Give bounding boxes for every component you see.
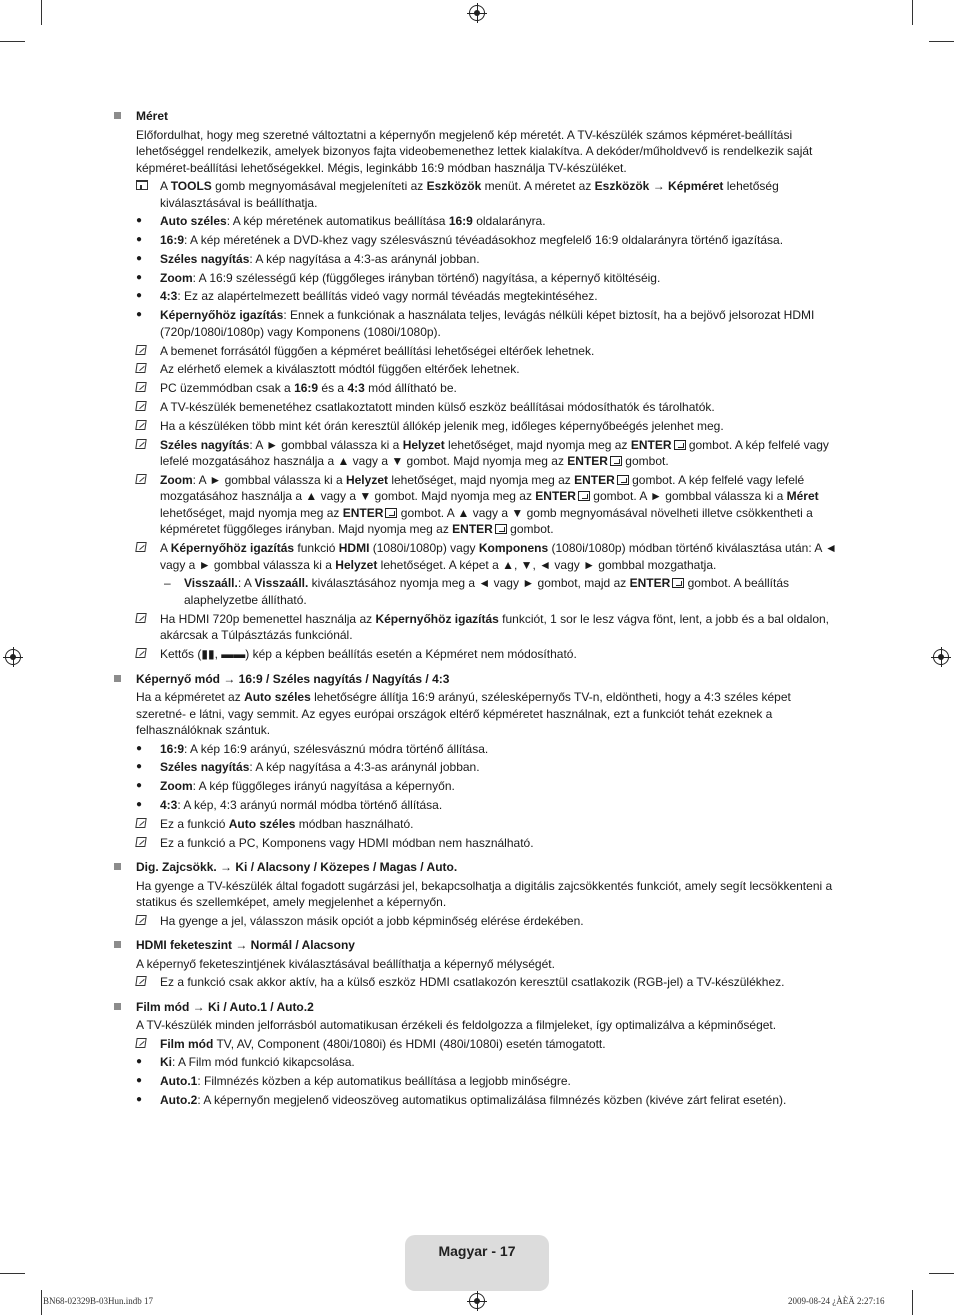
text-run: : A Film mód funkció kikapcsolása. <box>172 1055 355 1070</box>
note-glyph <box>135 915 146 925</box>
note-glyph <box>135 976 146 986</box>
note-item <box>112 472 842 538</box>
bold-term: ENTER <box>342 505 384 520</box>
bold-term: Komponens <box>478 541 549 556</box>
note-item <box>112 343 842 360</box>
bullet-item <box>112 213 842 230</box>
note-item <box>112 611 842 644</box>
bold-term: ENTER <box>535 489 576 504</box>
registration-mark-icon <box>933 649 949 665</box>
text-run: TV, AV, Component (480i/1080i) és HDMI (480i/1080i) esetén támogatott. <box>213 1036 606 1051</box>
square-bullet-icon <box>114 675 121 682</box>
bullet-item <box>112 232 842 249</box>
bullet-icon: ● <box>136 290 143 302</box>
text-run: funkció <box>294 541 339 556</box>
tools-item <box>112 178 842 211</box>
note-item <box>112 361 842 378</box>
bold-term: 4:3 <box>347 381 365 396</box>
text-run: lehetőséget, majd nyomja meg az <box>444 437 631 452</box>
dash-marker: – <box>164 576 171 591</box>
text-run: Az elérhető elemek a kiválasztott módtól függően eltérőek lehetnek. <box>160 362 520 377</box>
print-timestamp: 2009-08-24 ¿ÀÈÄ 2:27:16 <box>788 1296 885 1306</box>
bold-term: 4:3 <box>160 797 178 812</box>
note-icon <box>136 611 152 628</box>
enter-icon <box>672 578 684 588</box>
note-icon <box>136 816 152 833</box>
enter-icon <box>578 491 590 501</box>
note-icon <box>136 913 152 930</box>
bullet-icon: ● <box>136 780 143 792</box>
section <box>112 999 842 1109</box>
crop-mark <box>912 0 913 25</box>
page-label: Magyar - 17 <box>438 1243 516 1259</box>
text-run: lehetőséget, majd nyomja meg az <box>160 505 343 520</box>
text-run: Ha a képméretet az <box>136 690 245 705</box>
bullet-item <box>112 778 842 795</box>
note-icon <box>136 418 152 435</box>
crop-mark <box>41 0 42 25</box>
bullet-icon: ● <box>136 1056 143 1068</box>
bold-term: ENTER <box>567 454 608 469</box>
bullet-icon: ● <box>136 761 143 773</box>
bold-term: Film mód <box>160 1036 214 1051</box>
section-title: HDMI feketeszint → Normál / Alacsony <box>136 938 355 953</box>
section-paragraph: Előfordulhat, hogy meg szeretné változtatni a képernyőn megjelenő kép méretét. A TV-készülék számos képméret-beállítási lehetőséggel rendelkezik, amelyek bizonyos fajta videobemenethez lettek kialakítva. A dekóder/műholdvevő is rendelkezik saját képméret-beállítási lehetőségekkel. Mégis, leginkább 16:9 módban használja TV-készüléket. <box>136 127 813 175</box>
text-run: menüt. A méretet az <box>481 179 595 193</box>
enter-icon <box>674 440 686 450</box>
registration-mark-icon <box>469 5 485 21</box>
text-run: , <box>214 647 222 662</box>
note-item <box>112 437 842 470</box>
section-paragraph: A képernyő feketeszintjének kiválasztásával beállíthatja a képernyő mélységét. <box>136 956 555 971</box>
crop-mark <box>0 1273 25 1274</box>
section-heading <box>112 937 842 954</box>
bullet-item <box>112 1073 842 1090</box>
text-run: : A kép, 4:3 arányú normál módba történő állítása. <box>177 797 443 812</box>
bold-term: ENTER <box>629 576 671 591</box>
note-item <box>112 646 842 663</box>
note-glyph <box>135 542 146 552</box>
note-glyph <box>135 439 146 449</box>
note-icon <box>136 437 152 454</box>
note-glyph <box>135 818 146 828</box>
note-icon <box>136 380 152 397</box>
enter-icon <box>610 456 622 466</box>
text-run: : A kép nagyítása a 4:3-as aránynál jobban. <box>249 760 480 775</box>
print-file-info: BN68-02329B-03Hun.indb 17 <box>43 1296 153 1306</box>
note-item <box>112 1036 842 1053</box>
bold-term: Széles nagyítás <box>160 760 250 775</box>
section <box>112 108 842 663</box>
section-heading <box>112 859 842 876</box>
text-run: módban használható. <box>295 816 414 831</box>
text-run: : A ► gombbal válassza ki a <box>249 437 403 452</box>
note-glyph <box>135 420 146 430</box>
bold-term: Helyzet <box>335 557 378 572</box>
text-run: gombot. A kép felfelé vagy lefelé mozgatásához használja a ▲ vagy a ▼ gombot. Majd nyomja meg az <box>160 472 805 504</box>
crop-mark <box>0 41 25 42</box>
text-run: gombot. A ▲ vagy a ▼ gomb megnyomásával növelheti illetve csökkentheti a képméretet függőleges irányban. Majd nyomja meg az <box>160 505 813 537</box>
text-run: lehetőséget, majd nyomja meg az <box>388 472 575 487</box>
text-run: (1080i/1080p) módban történő kiválasztása után: A ◄ vagy a ► gombbal válassza ki a <box>160 541 837 572</box>
section-paragraph: Ha gyenge a TV-készülék által fogadott sugárzási jel, bekapcsolhatja a digitális zajcsökkentés funkciót, amely segít lecsökkenteni a statikus és szellemképet, amely megjelenhet a képernyőn. <box>136 878 833 910</box>
enter-icon <box>617 475 629 485</box>
text-run: mód állítható be. <box>364 381 457 396</box>
text-run: (1080i/1080p) vagy <box>369 541 479 556</box>
bold-term: Helyzet <box>402 437 445 452</box>
bold-term: ENTER <box>574 472 615 487</box>
square-bullet-icon <box>114 1003 121 1010</box>
bold-term: Auto széles <box>228 816 296 831</box>
text-run: ▬▬ <box>221 647 246 662</box>
tools-icon <box>136 178 152 195</box>
bold-term: ENTER <box>452 522 493 537</box>
tools-glyph <box>136 180 148 190</box>
text-run: Ez a funkció a PC, Komponens vagy HDMI módban nem használható. <box>160 835 534 850</box>
text-run: : A kép méretének a DVD-khez vagy szélesvásznú tévéadásokhoz megfelelő 16:9 oldalarányra történő igazítása. <box>184 233 784 248</box>
text-run: : A kép függőleges irányú nagyítása a képernyőn. <box>192 779 455 794</box>
bullet-icon: ● <box>136 215 143 227</box>
text-run: : A kép nagyítása a 4:3-as aránynál jobban. <box>249 251 480 266</box>
note-glyph <box>135 401 146 411</box>
bullet-icon: ● <box>136 271 143 283</box>
bold-term: Auto.1 <box>160 1074 198 1089</box>
bold-term: Auto.2 <box>160 1092 198 1107</box>
note-item <box>112 913 842 930</box>
note-item <box>112 380 842 397</box>
text-run: Ha gyenge a jel, válasszon másik opciót a jobb képminőség elérése érdekében. <box>160 913 584 928</box>
text-run: : A képernyőn megjelenő videoszöveg automatikus optimalizálása filmnézés közben (kivéve zárt felirat esetén). <box>197 1092 787 1107</box>
bold-term: Zoom <box>160 472 193 487</box>
square-bullet-icon <box>114 941 121 948</box>
bullet-icon: ● <box>136 798 143 810</box>
text-run: gombot. <box>506 522 554 537</box>
bullet-item <box>112 270 842 287</box>
bold-term: 16:9 <box>160 741 185 756</box>
bullet-item <box>112 288 842 305</box>
note-item <box>112 816 842 833</box>
bold-term: Ki <box>160 1055 172 1070</box>
note-icon <box>136 1036 152 1053</box>
bullet-item <box>112 759 842 776</box>
crop-mark <box>929 1273 954 1274</box>
note-glyph <box>135 1038 146 1048</box>
bold-term: 16:9 <box>448 214 473 229</box>
bold-term: Képernyőhöz igazítás <box>375 611 499 626</box>
note-item <box>112 418 842 435</box>
bold-term: Széles nagyítás <box>160 437 250 452</box>
section-title: Méret <box>136 109 169 123</box>
text-run: A <box>160 541 171 556</box>
bold-term: Visszaáll. <box>184 576 238 591</box>
note-icon <box>136 343 152 360</box>
section-paragraph <box>112 689 842 739</box>
bullet-icon: ● <box>136 1075 143 1087</box>
note-item <box>112 540 842 573</box>
bold-term: Eszközök <box>426 179 482 193</box>
section-paragraph: A TV-készülék minden jelforrásból automatikusan érzékeli és feldolgozza a filmjeleket, így optimalizálva a képminőséget. <box>136 1018 777 1033</box>
manual-content <box>112 108 842 1116</box>
section-title: Képernyő mód → 16:9 / Széles nagyítás / Nagyítás / 4:3 <box>136 671 450 686</box>
note-glyph <box>135 345 146 355</box>
bold-term: 4:3 <box>160 289 178 304</box>
bold-term: Auto széles <box>160 214 227 229</box>
text-run: : A <box>237 576 255 591</box>
bullet-icon: ● <box>136 742 143 754</box>
note-icon <box>136 540 152 557</box>
bold-term: Auto széles <box>244 690 311 705</box>
text-run: : A kép 16:9 arányú, szélesvásznú módra történő állítása. <box>184 741 489 756</box>
registration-mark-icon <box>469 1293 485 1309</box>
crop-mark <box>929 41 954 42</box>
note-icon <box>136 974 152 991</box>
text-run: lehetőségre állítja 16:9 arányú, szélesképernyős TV-n, eldöntheti, hogy a 4:3 széles képet szeretné- e látni, vagy semmit. Az egyes európai országok eltérő képméretet használnak, ezt a funkciót tehát ezeknek a felhasználóknak szántuk. <box>136 690 791 738</box>
bold-term: Helyzet <box>345 472 388 487</box>
note-item <box>112 974 842 991</box>
text-run: gombot. A beállítás alaphelyzetbe állítható. <box>184 576 789 607</box>
section-heading <box>112 999 842 1016</box>
crop-mark <box>41 1290 42 1315</box>
bold-term: Képernyőhöz igazítás <box>160 308 284 323</box>
bullet-item <box>112 741 842 758</box>
section <box>112 859 842 929</box>
section-heading <box>112 671 842 688</box>
note-icon <box>136 399 152 416</box>
enter-icon <box>495 524 507 534</box>
bold-term: Méret <box>786 489 819 504</box>
enter-icon <box>385 508 397 518</box>
text-run: Ez a funkció <box>160 816 229 831</box>
note-glyph <box>135 837 146 847</box>
bold-term: HDMI <box>338 541 370 556</box>
bold-term: Zoom <box>160 779 193 794</box>
bold-term: TOOLS <box>170 179 212 193</box>
text-run: : Ennek a funkciónak a használata teljes, levágás nélküli képet biztosít, ha a bejövő jelsorozat HDMI (720p/1080i/1080p) vagy Komponens (1080i/1080p). <box>160 308 815 339</box>
text-run: kiválasztásához nyomja meg a ◄ vagy ► gombot, majd az <box>308 576 630 591</box>
text-run: gombot. A kép felfelé vagy lefelé mozgatásához használja a ▲ vagy a ▼ gombot. Majd nyomja meg az <box>160 437 829 469</box>
bold-term: 16:9 <box>294 381 319 396</box>
bullet-icon: ● <box>136 252 143 264</box>
bullet-item <box>112 1092 842 1109</box>
bullet-icon: ● <box>136 1093 143 1105</box>
bold-term: ENTER <box>630 437 672 452</box>
bold-term: Zoom <box>160 270 193 285</box>
text-run: Kettős ( <box>160 647 202 662</box>
text-run: : Ez az alapértelmezett beállítás videó vagy normál tévéadás megtekintéséhez. <box>177 289 598 304</box>
bullet-item <box>112 251 842 268</box>
text-run: Ha HDMI 720p bemenettel használja az <box>160 611 376 626</box>
bold-term: 16:9 <box>160 233 185 248</box>
bold-term: Képernyőhöz igazítás <box>170 541 295 556</box>
note-glyph <box>135 382 146 392</box>
note-item <box>112 835 842 852</box>
text-run: gomb megnyomásával megjeleníteti az <box>211 179 427 193</box>
text-run: : A kép méretének automatikus beállítása <box>226 214 449 229</box>
bullet-icon: ● <box>136 234 143 246</box>
text-run: : A ► gombbal válassza ki a <box>192 472 346 487</box>
bullet-icon: ● <box>136 309 143 321</box>
square-bullet-icon <box>114 863 121 870</box>
text-run: gombot. A ► gombbal válassza ki a <box>589 489 787 504</box>
section-title: Dig. Zajcsökk. → Ki / Alacsony / Közepes / Magas / Auto. <box>136 860 458 875</box>
note-glyph <box>135 613 146 623</box>
text-run: Ha a készüléken több mint két órán keresztül állókép jelenik meg, időleges képernyőbeégés jelenhet meg. <box>160 418 724 433</box>
page-number-tab <box>405 1235 549 1291</box>
text-run: : Filmnézés közben a kép automatikus beállítása a legjobb minőségre. <box>197 1074 571 1089</box>
note-item <box>112 399 842 416</box>
text-run: ▮▮ <box>201 647 215 662</box>
text-run: PC üzemmódban csak a <box>160 381 295 396</box>
note-glyph <box>135 648 146 658</box>
text-run: Ez a funkció csak akkor aktív, ha a külső eszköz HDMI csatlakozón keresztül csatlakozik (RGB-jel) a TV-készülékhez. <box>160 975 785 990</box>
text-run: : A 16:9 szélességű kép (függőleges irányban történő) nagyítása, a képernyő kitöltéséig. <box>192 270 661 285</box>
text-run: A <box>160 179 171 193</box>
bold-term: Eszközök → Képméret <box>594 179 724 193</box>
text-run: ) kép a képben beállítás esetén a Képméret nem módosítható. <box>245 647 577 662</box>
text-run: funkciót, 1 sor le lesz vágva fönt, lent, a jobb és a bal oldalon, akárcsak a Túlpásztázás funkciónál. <box>160 611 830 643</box>
note-glyph <box>135 363 146 373</box>
bullet-item <box>112 307 842 340</box>
section <box>112 937 842 991</box>
text-run: és a <box>318 381 348 396</box>
text-run: lehetőséget. A képet a ▲, ▼, ◄ vagy ► gombbal mozgathatja. <box>377 557 717 572</box>
square-bullet-icon <box>114 112 121 119</box>
text-run: lehetőség kiválasztásával is beállíthatja. <box>160 179 779 210</box>
section-title: Film mód → Ki / Auto.1 / Auto.2 <box>136 999 314 1014</box>
note-icon <box>136 646 152 663</box>
note-icon <box>136 361 152 378</box>
section <box>112 671 842 851</box>
bold-term: Visszaáll. <box>254 576 309 591</box>
bullet-item <box>112 1054 842 1071</box>
section-heading <box>112 108 842 125</box>
bullet-item <box>112 797 842 814</box>
bold-term: Széles nagyítás <box>160 251 250 266</box>
text-run: oldalarányra. <box>472 214 546 229</box>
note-icon <box>136 472 152 489</box>
crop-mark <box>912 1290 913 1315</box>
sub-item <box>112 575 842 608</box>
text-run: gombot. <box>621 454 669 469</box>
note-icon <box>136 835 152 852</box>
text-run: A TV-készülék bemenetéhez csatlakoztatott minden külső eszköz beállításai módosíthatók és tárolhatók. <box>160 399 715 414</box>
text-run: A bemenet forrásától függően a képméret beállítási lehetőségei eltérőek lehetnek. <box>160 343 595 358</box>
note-glyph <box>135 474 146 484</box>
registration-mark-icon <box>5 649 21 665</box>
